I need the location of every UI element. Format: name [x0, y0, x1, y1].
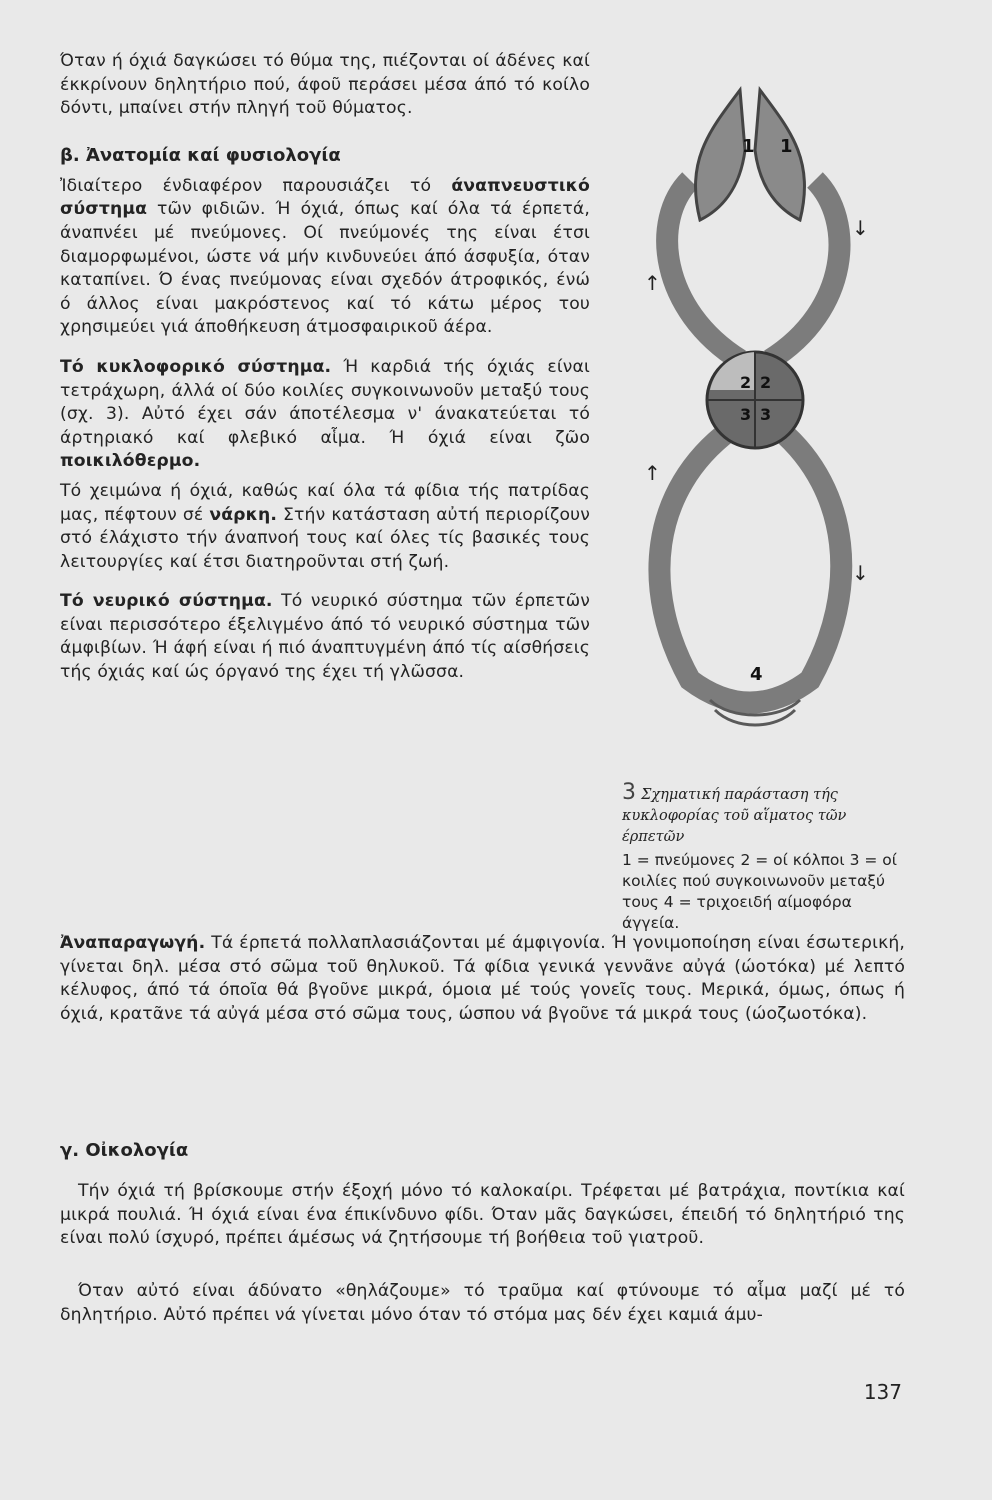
left-column: [60, 50, 590, 685]
label-atrium-right: 2: [760, 373, 772, 392]
circulatory-paragraph: Τό κυκλοφορικό σύστημα. Ή καρδιά τής όχιάς είναι τετράχωρη, άλλά οί δύο κοιλίες συγκοινωνοῦν μεταξύ τους (σχ. 3). Αὐτό έχει σάν άποτέλεσμα ν' άνακατεύεται τό άρτηριακό καί φλεβικό αἷμα. Ή όχιά είναι ζῶο ποικιλόθερμο.: [60, 356, 590, 472]
hibernation-paragraph: Τό χειμώνα ή όχιά, καθώς καί όλα τά φίδια τής πατρίδας μας, πέφτουν σέ νάρκη. Στήν κατάσταση αὐτή περιορίζουν στό έλάχιστο τήν άναπνοή τους καί όλες τίς βασικές τους λειτουργίες καί έτσι διατηροῦνται στή ζωή.: [60, 480, 590, 572]
vessel-lower-loop: [659, 430, 841, 703]
section-b-heading: β. Ἀνατομία καί φυσιολογία: [60, 144, 341, 166]
label-atrium-left: 2: [740, 373, 752, 392]
label-ventricle-left: 3: [740, 405, 752, 424]
page-number: 137: [863, 1380, 902, 1404]
section-c-heading: γ. Οἰκολογία: [60, 1140, 189, 1161]
intro-paragraph: Όταν ή όχιά δαγκώσει τό θύμα της, πιέζονται οί άδένες καί έκκρίνουν δηλητήριο πού, άφοῦ περάσει μέσα άπό τό κοίλο δόντι, μπαίνει στήν πληγή τοῦ θύματος.: [60, 51, 590, 119]
nervous-paragraph: Τό νευρικό σύστημα. Τό νευρικό σύστημα τῶν έρπετῶν είναι περισσότερο έξελιγμένο άπό τό νευρικό σύστημα τῶν άμφιβίων. Ή άφή είναι ή πιό άναπτυγμένη άπό τίς αίσθήσεις τής όχιάς καί ώς όργανό της έχει τή γλῶσσα.: [60, 591, 590, 683]
arrow-up-icon: ↑: [644, 271, 661, 295]
respiratory-paragraph: Ἰδιαίτερο ένδιαφέρον παρουσιάζει τό άναπνευστικό σύστημα τῶν φιδιῶν. Ή όχιά, όπως καί όλα τά έρπετά, άναπνέει μέ πνεύμονες. Οί πνεύμονές της είναι έτσι διαμορφωμένοι, ώστε νά μήν κινδυνεύει άπό άσφυξία, όταν καταπίνει. Ό ένας πνεύμονας είναι σχεδόν άτροφικός, ένώ ό άλλος είναι μακρόστενος καί τό κάτω μέρος του χρησιμεύει γιά άποθήκευση άτμοσφαιρικοῦ άέρα.: [60, 175, 590, 338]
ecology-paragraph-2: Όταν αὐτό είναι άδύνατο «θηλάζουμε» τό τραῦμα καί φτύνουμε τό αἷμα μαζί μέ τό δηλητήριο. Αὐτό πρέπει νά γίνεται μόνο όταν τό στόμα μας δέν έχει καμιά άμυ-: [60, 1281, 905, 1325]
reproduction-paragraph: Ἀναπαραγωγή. Τά έρπετά πολλαπλασιάζονται μέ άμφιγονία. Ή γονιμοποίηση είναι έσωτερική, γίνεται δηλ. μέσα στό σῶμα τοῦ θηλυκοῦ. Τά φίδια γενικά γεννᾶνε αὐγά (ώοτόκα) μέ λεπτό κέλυφος, άπό τά όποῖα θά βγοῦνε μικρά, όμοια μέ τούς γονεῖς τους. Μερικά, όμως, όπως ή όχιά, κρατᾶνε τά αὐγά μέσα στό σῶμα τους, ώσπου νά βγοῦνε τά μικρά τους (ώοζωοτόκα).: [60, 933, 905, 1024]
label-lung-left: 1: [742, 136, 755, 157]
lung-left: [696, 90, 745, 220]
figure-number: 3: [622, 780, 636, 805]
label-ventricle-right: 3: [760, 405, 772, 424]
figure-legend: 1 = πνεύμονες 2 = οί κόλποι 3 = οί κοιλίες πού συγκοινωνοῦν μεταξύ τους 4 = τριχοειδή αίμοφόρα άγγεία.: [622, 851, 898, 932]
ecology-paragraph-1: Τήν όχιά τή βρίσκουμε στήν έξοχή μόνο τό καλοκαίρι. Τρέφεται μέ βατράχια, ποντίκια καί μικρά πουλιά. Ή όχιά είναι ένα έπικίνδυνο φίδι. Όταν μᾶς δαγκώσει, έπειδή τό δηλητήριό της είναι πολύ ίσχυρό, πρέπει άμέσως νά ζητήσουμε τή βοήθεια τοῦ γιατροῦ.: [60, 1181, 905, 1249]
arrow-up-icon: ↑: [644, 461, 661, 485]
label-lung-right: 1: [780, 136, 793, 157]
circulation-diagram: [630, 70, 870, 770]
arrow-down-icon: ↓: [852, 561, 869, 585]
figure-title: Σχηματική παράσταση τής κυκλοφορίας τοῦ αἵματος τῶν έρπετῶν: [622, 787, 847, 845]
figure-caption: [622, 780, 902, 934]
arrow-down-icon: ↓: [852, 216, 869, 240]
label-capillaries: 4: [750, 664, 763, 685]
